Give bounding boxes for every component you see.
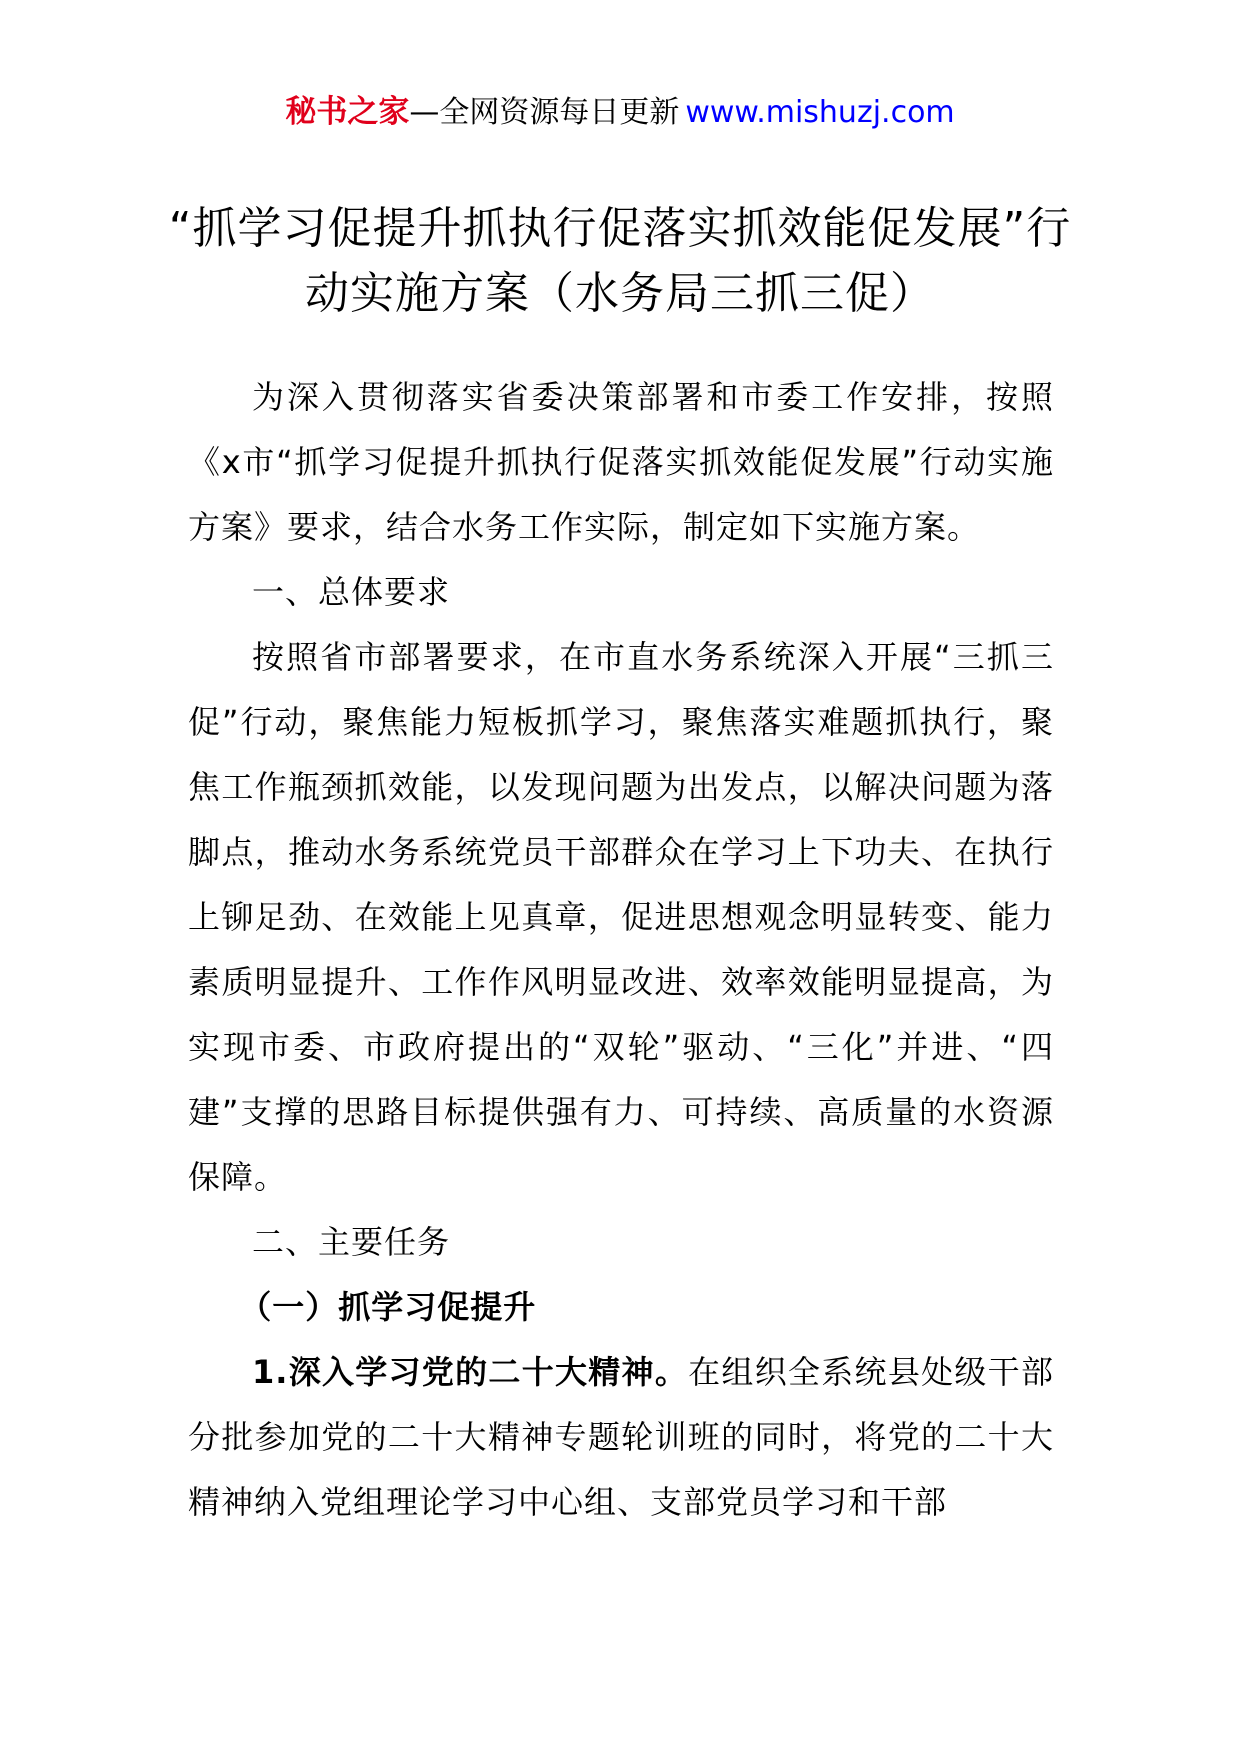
item-1-paragraph [188, 1340, 1054, 1535]
item-1-lead: 1.深入学习党的二十大精神。 [252, 1353, 689, 1391]
site-url-link[interactable]: www.mishuzj.com [685, 95, 955, 130]
subsection-heading-study: （一）抓学习促提升 [239, 1288, 537, 1326]
site-tagline: —全网资源每日更新 [409, 95, 680, 130]
document-title: “抓学习促提升抓执行促落实抓效能促发展”行动实施方案（水务局三抓三促） [168, 203, 1072, 319]
document-body [188, 365, 1054, 1535]
section-heading-general-requirements: 一、总体要求 [252, 573, 451, 611]
item-1-body: 在组织全系统县处级干部分批参加党的二十大精神专题轮训班的同时，将党的二十大精神纳入党组理论学习中心组、支部党员学习和干部 [188, 1353, 1054, 1521]
header-banner [0, 92, 1240, 133]
site-brand: 秘书之家 [285, 94, 410, 130]
section-heading-main-tasks: 二、主要任务 [252, 1223, 451, 1261]
intro-paragraph: 为深入贯彻落实省委决策部署和市委工作安排，按照《x市“抓学习促提升抓执行促落实抓效能促发展”行动实施方案》要求，结合水务工作实际，制定如下实施方案。 [188, 378, 1054, 546]
general-requirements-paragraph: 按照省市部署要求，在市直水务系统深入开展“三抓三促”行动，聚焦能力短板抓学习，聚焦落实难题抓执行，聚焦工作瓶颈抓效能，以发现问题为出发点，以解决问题为落脚点，推动水务系统党员干部群众在学习上下功夫、在执行上铆足劲、在效能上见真章，促进思想观念明显转变、能力素质明显提升、工作作风明显改进、效率效能明显提高，为实现市委、市政府提出的“双轮”驱动、“三化”并进、“四建”支撑的思路目标提供强有力、可持续、高质量的水资源保障。 [188, 638, 1054, 1196]
